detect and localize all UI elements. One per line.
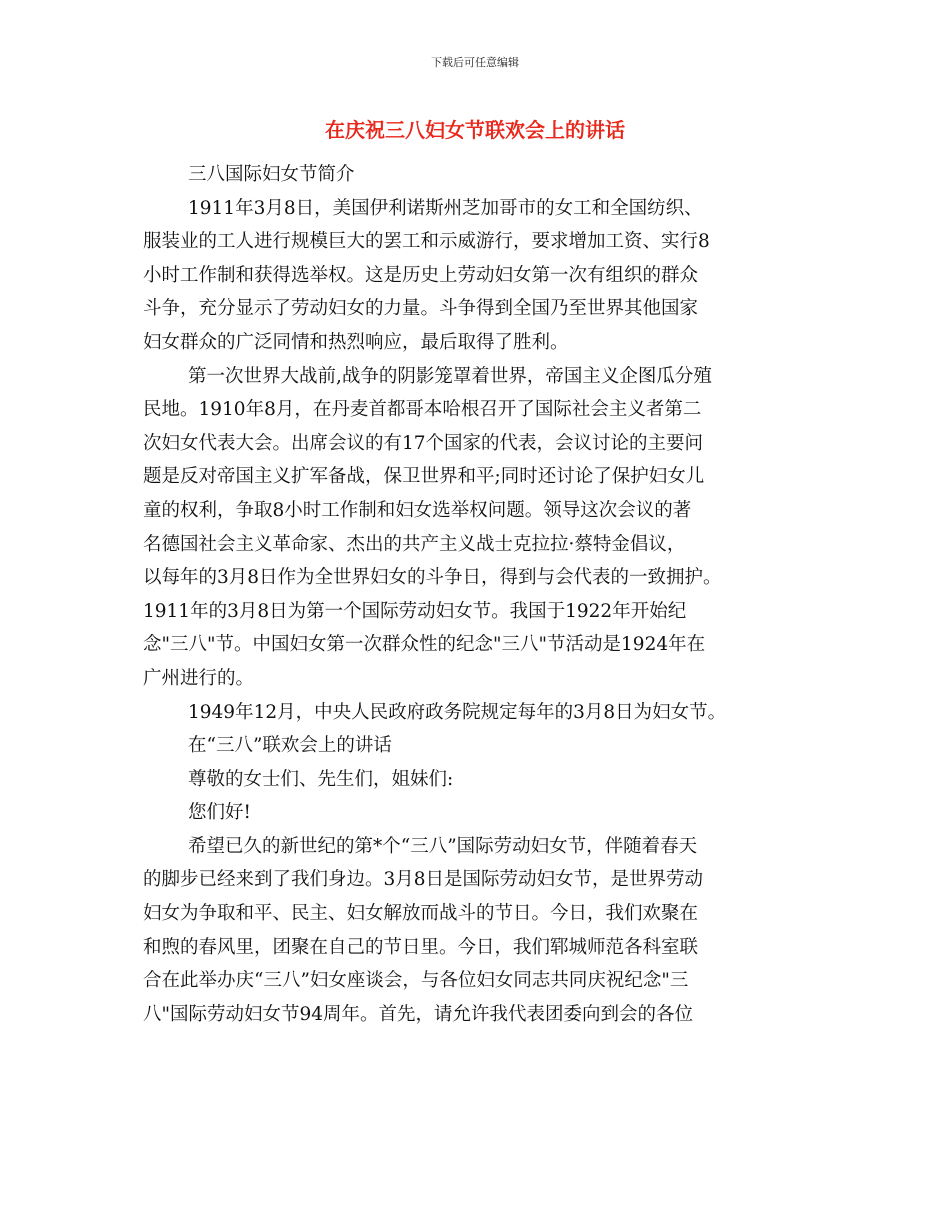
body-line: 和煦的春风里，团聚在自己的节日里。今日，我们郓城师范各科室联 [143,936,699,958]
document-body [143,158,833,1031]
body-line: 希望已久的新世纪的第*个“三八”国际劳动妇女节，伴随着春天 [188,835,698,857]
body-line: 妇女群众的广泛同情和热烈响应，最后取得了胜利。 [143,331,569,353]
body-line: 以每年的3月8日作为全世界妇女的斗争日，得到与会代表的一致拥护。 [143,567,722,589]
body-line: 尊敬的女士们、先生们，姐妹们: [188,768,454,790]
body-line: 1911年的3月8日为第一个国际劳动妇女节。我国于1922年开始纪 [143,600,687,622]
body-line: 三八国际妇女节简介 [188,164,355,185]
body-line: 合在此举办庆“三八”妇女座谈会，与各位妇女同志共同庆祝纪念"三 [143,970,689,992]
body-line: 第一次世界大战前,战争的阴影笼罩着世界，帝国主义企图瓜分殖 [188,365,712,387]
document-title: 在庆祝三八妇女节联欢会上的讲话 [325,118,625,142]
body-line: 念"三八"节。中国妇女第一次群众性的纪念"三八"节活动是1924年在 [143,634,706,656]
body-line: 次妇女代表大会。出席会议的有17个国家的代表，会议讨论的主要问 [143,432,704,454]
body-line: 名德国社会主义革命家、杰出的共产主义战士克拉拉·蔡特金倡议， [143,533,686,555]
body-line: 小时工作制和获得选举权。这是历史上劳动妇女第一次有组织的群众 [143,264,699,286]
body-line: 1949年12月，中央人民政府政务院规定每年的3月8日为妇女节。 [188,701,727,723]
body-line: 您们好! [188,802,251,824]
body-line: 斗争，充分显示了劳动妇女的力量。斗争得到全国乃至世界其他国家 [143,298,699,320]
body-line: 在“三八”联欢会上的讲话 [188,735,392,757]
body-line: 服装业的工人进行规模巨大的罢工和示威游行，要求增加工资、实行8 [143,231,710,253]
body-line: 题是反对帝国主义扩军备战，保卫世界和平;同时还讨论了保护妇女儿 [143,466,705,488]
body-line: 八"国际劳动妇女节94周年。首先，请允许我代表团委向到会的各位 [143,1003,694,1025]
body-line: 广州进行的。 [143,667,255,689]
body-line: 妇女为争取和平、民主、妇女解放而战斗的节日。今日，我们欢聚在 [143,903,699,925]
body-line: 1911年3月8日，美国伊利诺斯州芝加哥市的女工和全国纺织、 [188,197,703,219]
body-line: 童的权利，争取8小时工作制和妇女选举权问题。领导这次会议的著 [143,499,692,521]
body-line: 民地。1910年8月，在丹麦首都哥本哈根召开了国际社会主义者第二 [143,399,702,421]
body-line: 的脚步已经来到了我们身边。3月8日是国际劳动妇女节，是世界劳动 [143,869,704,891]
header-note: 下载后可任意编辑 [431,56,519,69]
